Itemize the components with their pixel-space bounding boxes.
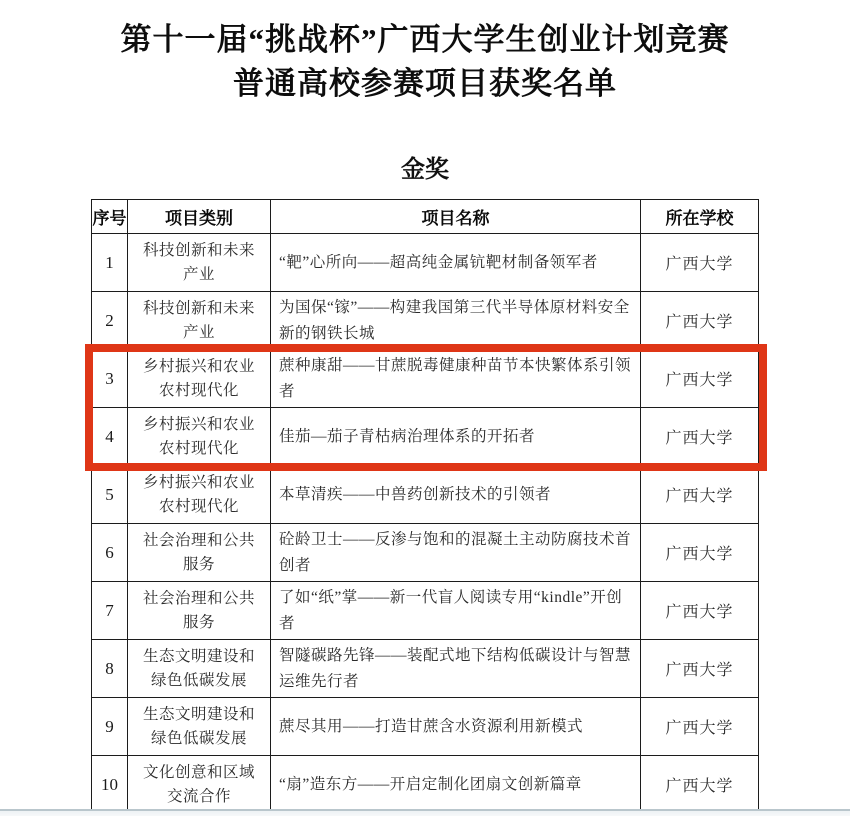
cell-school: 广西大学 bbox=[641, 698, 759, 756]
cell-category: 乡村振兴和农业农村现代化 bbox=[128, 466, 271, 524]
cell-no: 6 bbox=[92, 524, 128, 582]
cell-category: 文化创意和区域交流合作 bbox=[128, 756, 271, 814]
cell-name: 蔗种康甜——甘蔗脱毒健康种苗节本快繁体系引领者 bbox=[271, 350, 641, 408]
table-row bbox=[92, 698, 759, 756]
table-row bbox=[92, 466, 759, 524]
cell-no: 9 bbox=[92, 698, 128, 756]
table-row bbox=[92, 582, 759, 640]
cell-no: 7 bbox=[92, 582, 128, 640]
table-row bbox=[92, 234, 759, 292]
cell-name: 砼龄卫士——反渗与饱和的混凝土主动防腐技术首创者 bbox=[271, 524, 641, 582]
cell-school: 广西大学 bbox=[641, 234, 759, 292]
header-cell-school: 所在学校 bbox=[641, 200, 759, 234]
cell-name: “扇”造东方——开启定制化团扇文创新篇章 bbox=[271, 756, 641, 814]
header-cell-name: 项目名称 bbox=[271, 200, 641, 234]
cell-name: “靶”心所向——超高纯金属钪靶材制备领军者 bbox=[271, 234, 641, 292]
page-bottom-edge-shadow bbox=[0, 809, 850, 816]
cell-no: 1 bbox=[92, 234, 128, 292]
cell-category: 乡村振兴和农业农村现代化 bbox=[128, 408, 271, 466]
cell-school: 广西大学 bbox=[641, 640, 759, 698]
table-row-highlighted bbox=[92, 408, 759, 466]
table-row bbox=[92, 292, 759, 350]
document-title-line2: 普通高校参赛项目获奖名单 bbox=[233, 66, 617, 101]
cell-category: 生态文明建设和绿色低碳发展 bbox=[128, 698, 271, 756]
award-section-heading: 金奖 bbox=[401, 156, 449, 183]
cell-school: 广西大学 bbox=[641, 292, 759, 350]
cell-school: 广西大学 bbox=[641, 582, 759, 640]
cell-no: 2 bbox=[92, 292, 128, 350]
award-table bbox=[91, 199, 759, 814]
header-cell-category: 项目类别 bbox=[128, 200, 271, 234]
cell-category: 生态文明建设和绿色低碳发展 bbox=[128, 640, 271, 698]
cell-name: 为国保“镓”——构建我国第三代半导体原材料安全新的钢铁长城 bbox=[271, 292, 641, 350]
cell-category: 社会治理和公共服务 bbox=[128, 524, 271, 582]
cell-school: 广西大学 bbox=[641, 756, 759, 814]
cell-name: 佳茄—茄子青枯病治理体系的开拓者 bbox=[271, 408, 641, 466]
cell-school: 广西大学 bbox=[641, 466, 759, 524]
cell-no: 3 bbox=[92, 350, 128, 408]
table-row bbox=[92, 640, 759, 698]
document-title-line1: 第十一届“挑战杯”广西大学生创业计划竞赛 bbox=[120, 22, 730, 57]
cell-school: 广西大学 bbox=[641, 524, 759, 582]
cell-no: 5 bbox=[92, 466, 128, 524]
cell-name: 蔗尽其用——打造甘蔗含水资源利用新模式 bbox=[271, 698, 641, 756]
cell-category: 社会治理和公共服务 bbox=[128, 582, 271, 640]
document-title bbox=[0, 18, 850, 106]
cell-no: 8 bbox=[92, 640, 128, 698]
cell-no: 4 bbox=[92, 408, 128, 466]
header-cell-no: 序号 bbox=[92, 200, 128, 234]
cell-category: 乡村振兴和农业农村现代化 bbox=[128, 350, 271, 408]
cell-school: 广西大学 bbox=[641, 408, 759, 466]
table-row-highlighted bbox=[92, 350, 759, 408]
cell-name: 了如“纸”掌——新一代盲人阅读专用“kindle”开创者 bbox=[271, 582, 641, 640]
cell-category: 科技创新和未来产业 bbox=[128, 292, 271, 350]
header-row bbox=[92, 200, 759, 234]
table-row bbox=[92, 756, 759, 814]
cell-name: 智隧碳路先锋——装配式地下结构低碳设计与智慧运维先行者 bbox=[271, 640, 641, 698]
award-table-header bbox=[92, 200, 759, 234]
cell-category: 科技创新和未来产业 bbox=[128, 234, 271, 292]
table-row bbox=[92, 524, 759, 582]
cell-name: 本草清疾——中兽药创新技术的引领者 bbox=[271, 466, 641, 524]
cell-school: 广西大学 bbox=[641, 350, 759, 408]
cell-no: 10 bbox=[92, 756, 128, 814]
